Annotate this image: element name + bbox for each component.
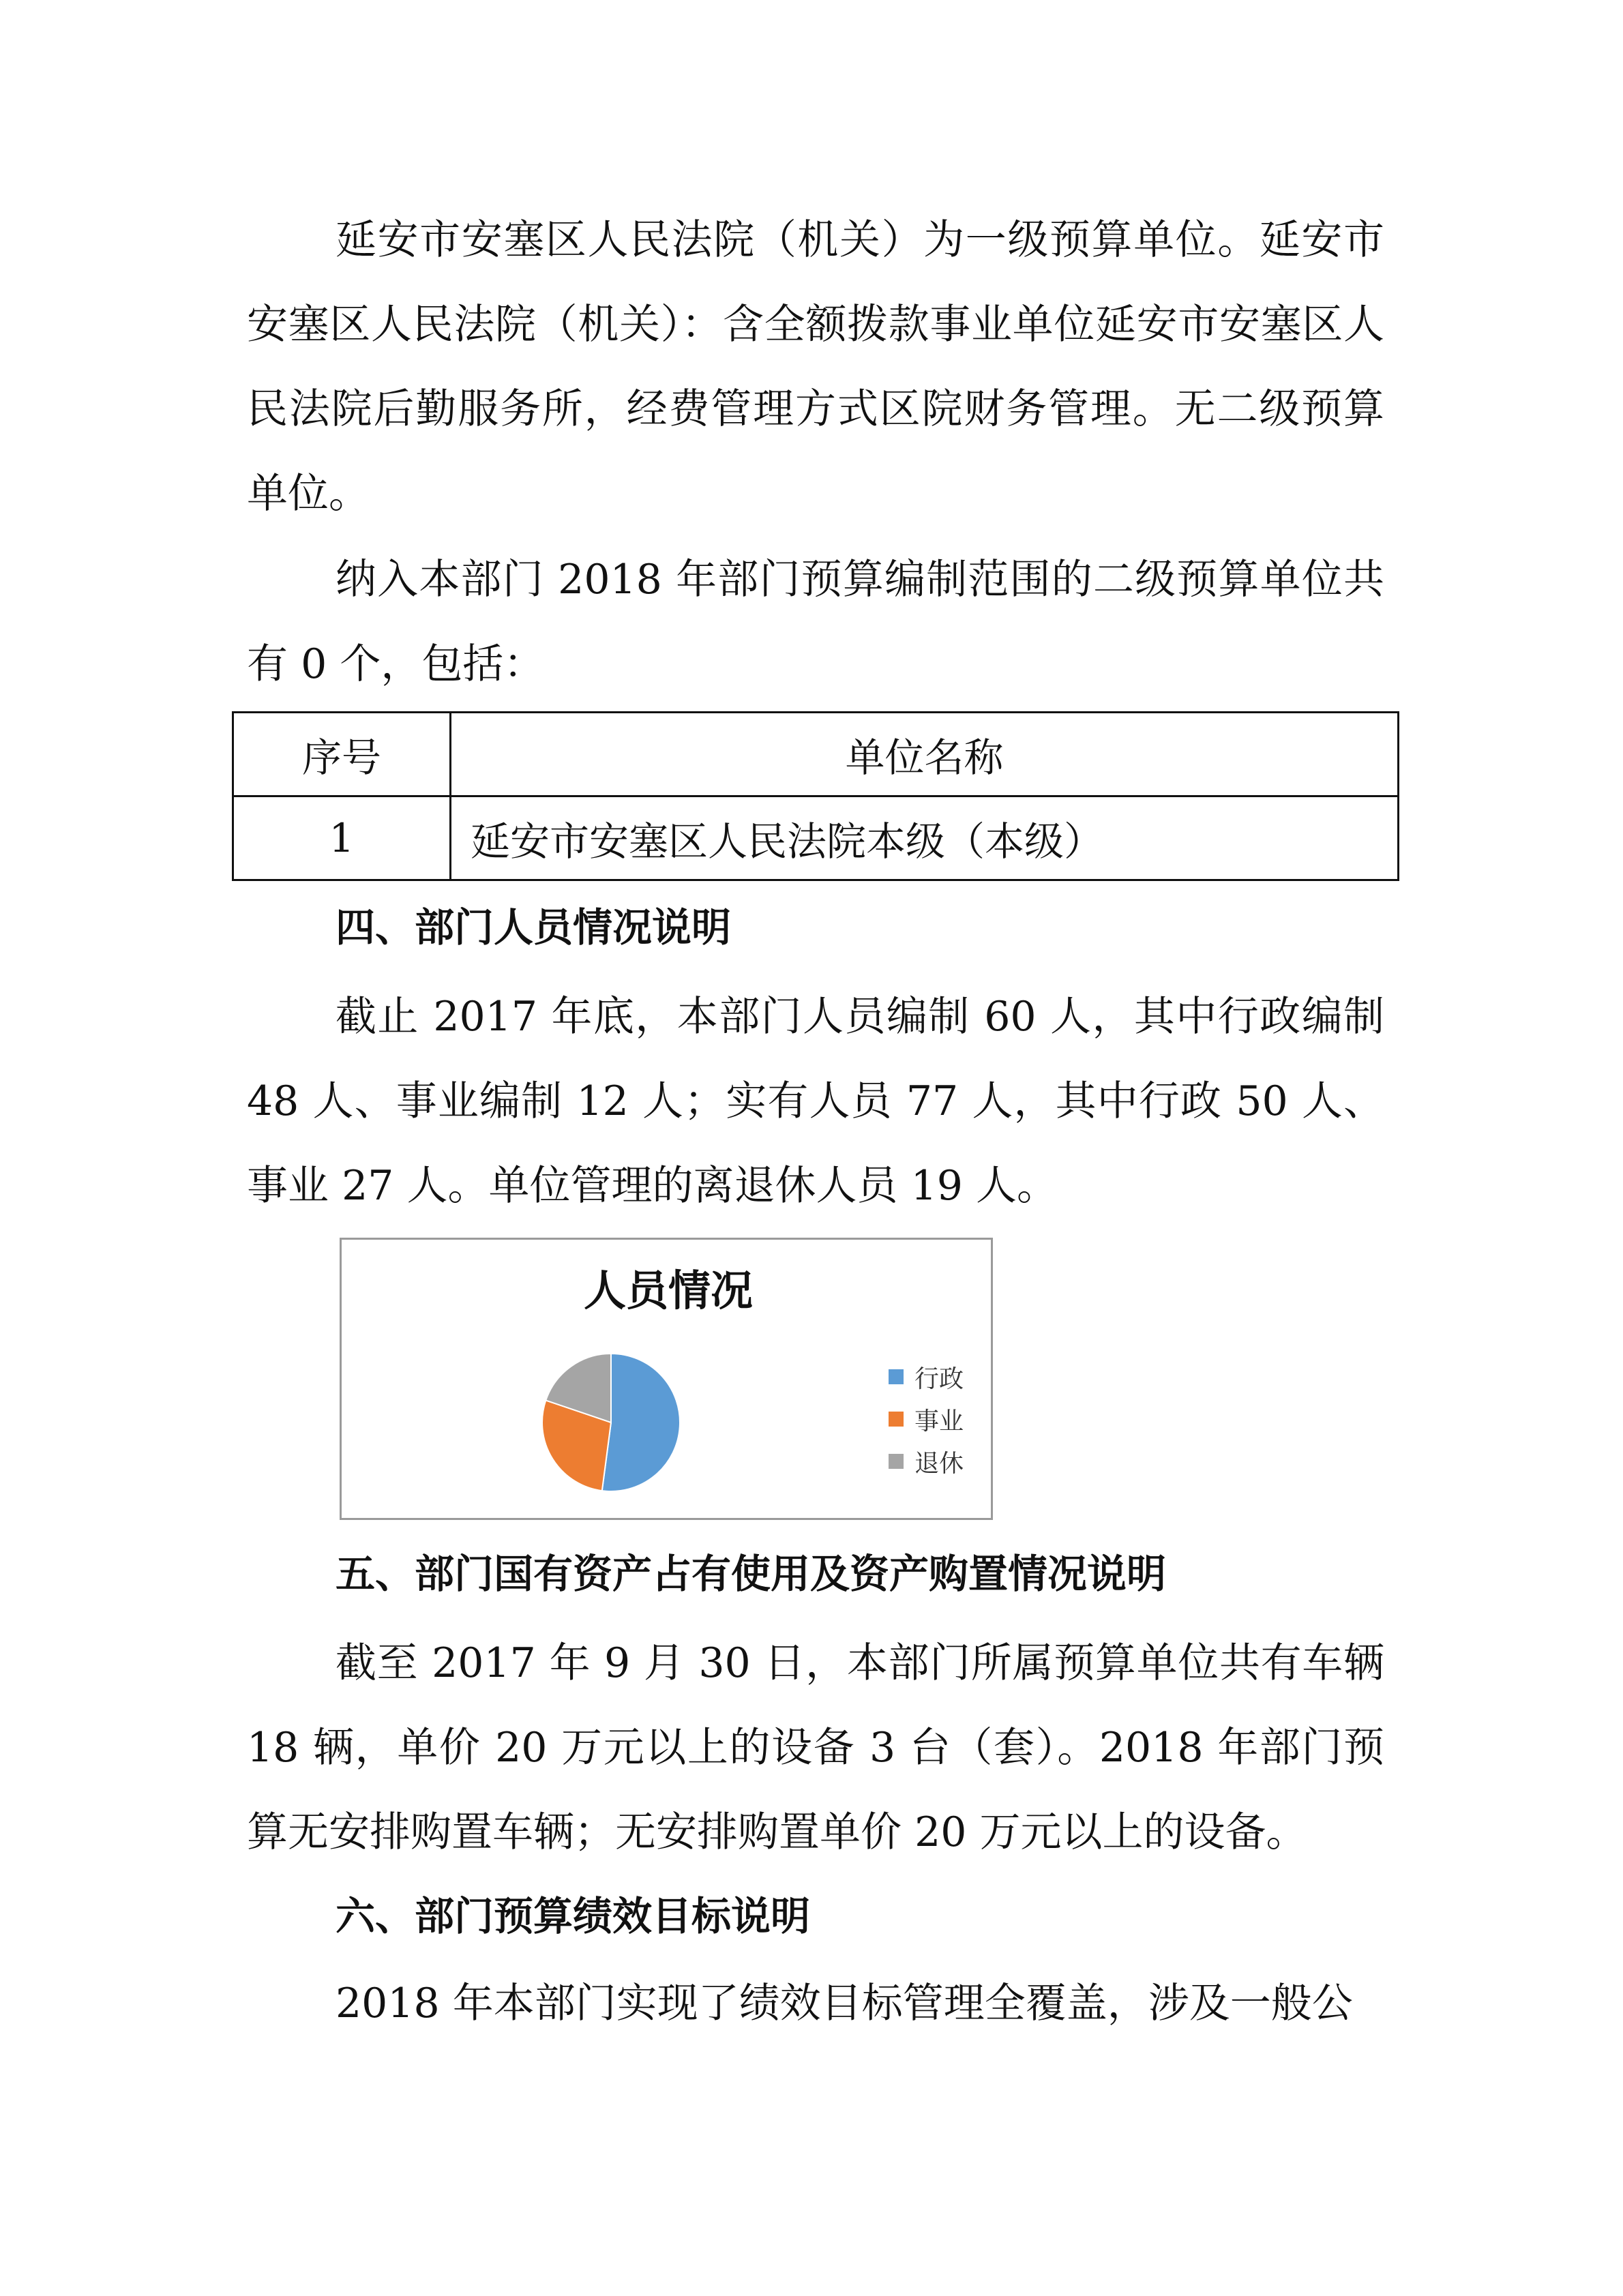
header-index: 序号 [233,713,451,796]
legend-swatch [889,1412,904,1427]
table-header-row [233,713,1399,796]
heading-assets: 五、部门国有资产占有使用及资产购置情况说明 [336,1551,1167,1597]
paragraph-budget-units: 延安市安塞区人民法院（机关）为一级预算单位。延安市安塞区人民法院（机关）：含全额拨款事业单位延安市安塞区人民法院后勤服务所，经费管理方式区院财务管理。无二级预算单位。 [247,216,1384,518]
heading-performance: 六、部门预算绩效目标说明 [336,1893,811,1939]
cell-index: 1 [233,796,451,880]
legend-swatch [889,1369,904,1384]
cell-unit-name: 延安市安塞区人民法院本级（本级） [451,796,1399,880]
legend-label: 行政 [914,1365,964,1393]
chart-legend [889,1356,964,1482]
legend-swatch [889,1454,904,1469]
paragraph-personnel: 截止 2017 年底，本部门人员编制 60 人，其中行政编制 48 人、事业编制 12 人；实有人员 77 人，其中行政 50 人、事业 27 人。单位管理的离退休人员 19 人。 [247,993,1384,1210]
chart-title: 人员情况 [583,1266,753,1315]
personnel-chart [340,1238,993,1520]
paragraph-performance: 2018 年本部门实现了绩效目标管理全覆盖，涉及一般公 [336,1980,1353,2027]
header-unit-name: 单位名称 [451,713,1399,796]
legend-item [889,1398,964,1440]
heading-personnel: 四、部门人员情况说明 [336,904,732,951]
paragraph-assets: 截至 2017 年 9 月 30 日，本部门所属预算单位共有车辆 18 辆，单价 20 万元以上的设备 3 台（套）。2018 年部门预算无安排购置车辆；无安排购置单价 20 万元以上的设备。 [247,1639,1384,1856]
legend-label: 事业 [914,1407,964,1435]
units-table [232,711,1399,881]
legend-item [889,1356,964,1398]
table-row [233,796,1399,880]
legend-label: 退休 [914,1449,964,1478]
pie-slice-1 [602,1354,680,1491]
legend-item [889,1440,964,1482]
paragraph-second-level-units: 纳入本部门 2018 年部门预算编制范围的二级预算单位共有 0 个，包括： [247,556,1384,688]
